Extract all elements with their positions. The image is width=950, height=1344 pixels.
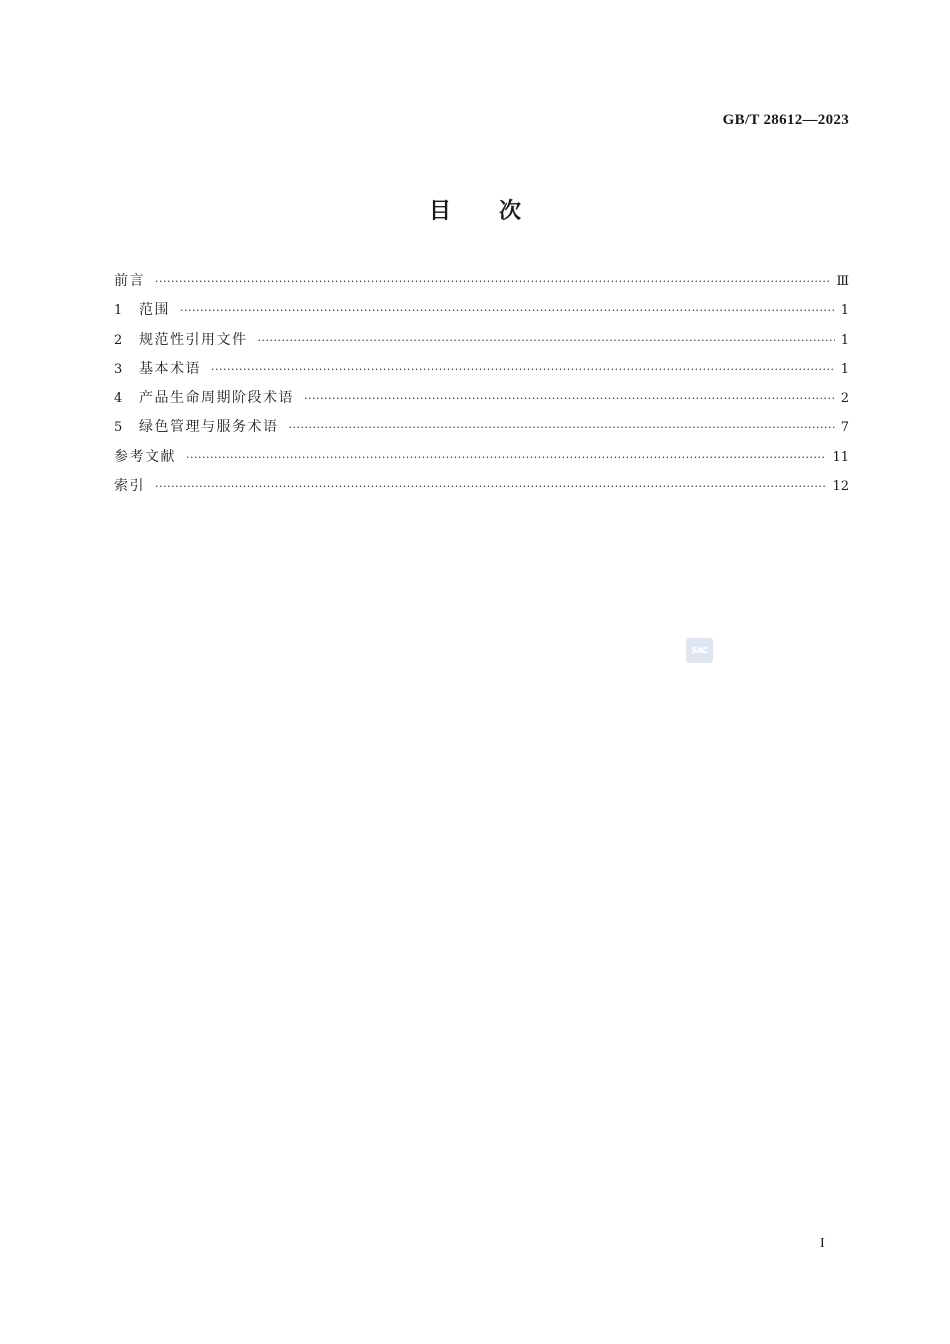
toc-leader-dots: [155, 480, 826, 493]
toc-entry-page: Ⅲ: [836, 274, 849, 289]
toc-leader-dots: [304, 392, 835, 405]
toc-entry-page: 1: [840, 361, 849, 377]
toc-entry-bibliography[interactable]: [114, 446, 849, 475]
toc-entry-number: 1: [114, 303, 123, 319]
toc-entry-number: 4: [114, 391, 123, 407]
sac-watermark-logo: SAC: [686, 638, 713, 663]
toc-entry-page: 1: [840, 332, 849, 348]
toc-entry-label: 参考文献: [114, 448, 176, 465]
toc-entry-label: 绿色管理与服务术语: [139, 419, 279, 436]
toc-entry-label: 规范性引用文件: [139, 331, 248, 348]
toc-leader-dots: [211, 363, 835, 376]
toc-entry-index[interactable]: [114, 475, 849, 504]
table-of-contents: [114, 270, 849, 504]
standard-code: GB/T 28612—2023: [722, 112, 849, 128]
toc-entry-number: 2: [114, 332, 123, 348]
toc-entry-scope[interactable]: [114, 299, 849, 328]
toc-leader-dots: [186, 451, 826, 464]
toc-entry-page: 7: [840, 420, 849, 436]
toc-entry-label: 前言: [114, 273, 145, 289]
toc-entry-foreword[interactable]: [114, 270, 849, 299]
toc-entry-green-management-terms[interactable]: [114, 416, 849, 445]
toc-entry-label: 范围: [139, 302, 170, 319]
toc-leader-dots: [289, 421, 835, 434]
toc-entry-number: 3: [114, 361, 123, 377]
toc-entry-lifecycle-terms[interactable]: [114, 387, 849, 416]
toc-entry-page: 12: [832, 479, 849, 495]
page-number: I: [820, 1236, 825, 1251]
toc-entry-label: 基本术语: [139, 360, 201, 377]
toc-entry-label: 产品生命周期阶段术语: [139, 390, 294, 407]
toc-entry-page: 2: [840, 391, 849, 407]
toc-entry-label: 索引: [114, 478, 145, 495]
toc-leader-dots: [258, 334, 835, 347]
toc-leader-dots: [155, 275, 830, 288]
toc-entry-normative-references[interactable]: [114, 329, 849, 358]
toc-entry-basic-terms[interactable]: [114, 358, 849, 387]
toc-entry-page: 11: [832, 449, 849, 465]
toc-entry-page: 1: [840, 303, 849, 319]
toc-title: 目次: [428, 199, 569, 224]
toc-leader-dots: [180, 304, 835, 317]
toc-entry-number: 5: [114, 420, 123, 436]
